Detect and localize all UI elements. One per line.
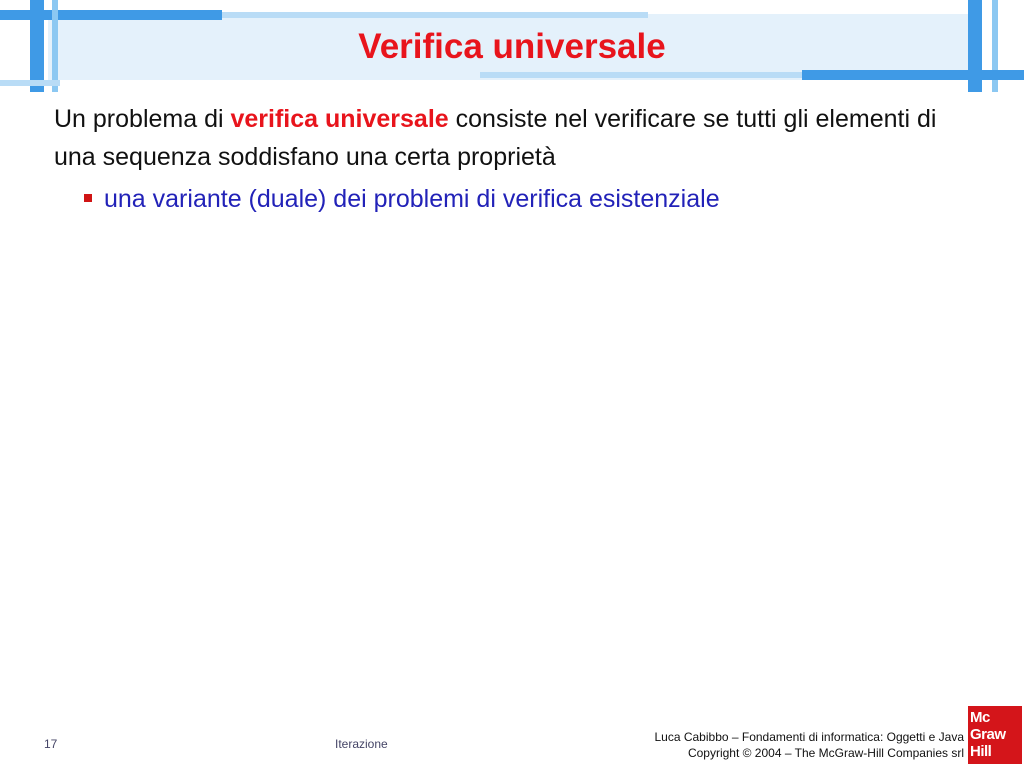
mcgraw-hill-logo — [968, 706, 1022, 764]
page-number: 17 — [44, 737, 58, 751]
credits-line-1: Luca Cabibbo – Fondamenti di informatica: Oggetti e Java — [654, 730, 964, 744]
paragraph-text-after: consiste nel verificare se tutti gli elementi di una sequenza soddisfano una certa proprietà — [54, 105, 937, 171]
logo-line-3: Hill — [970, 743, 992, 760]
frame-bar-bottom-right — [802, 70, 1024, 80]
slide-title: Verifica universale — [358, 27, 666, 66]
logo-line-1: Mc — [970, 709, 990, 726]
paragraph-highlight: verifica universale — [230, 105, 449, 133]
bullet-text: una variante (duale) dei problemi di verifica esistenziale — [104, 185, 720, 213]
section-name: Iterazione — [335, 737, 388, 751]
footer-credits — [654, 729, 964, 761]
frame-bar-bottom-right-light — [480, 72, 802, 78]
paragraph-text-before: Un problema di — [54, 105, 231, 133]
frame-bar-top-left-light — [222, 12, 648, 18]
logo-line-2: Graw — [970, 726, 1006, 743]
credits-line-2: Copyright © 2004 – The McGraw-Hill Companies srl — [687, 746, 964, 760]
frame-bar-left-bottom — [0, 80, 60, 86]
body-paragraph — [54, 100, 984, 176]
bullet-item — [84, 180, 984, 218]
square-bullet-icon — [84, 194, 92, 202]
